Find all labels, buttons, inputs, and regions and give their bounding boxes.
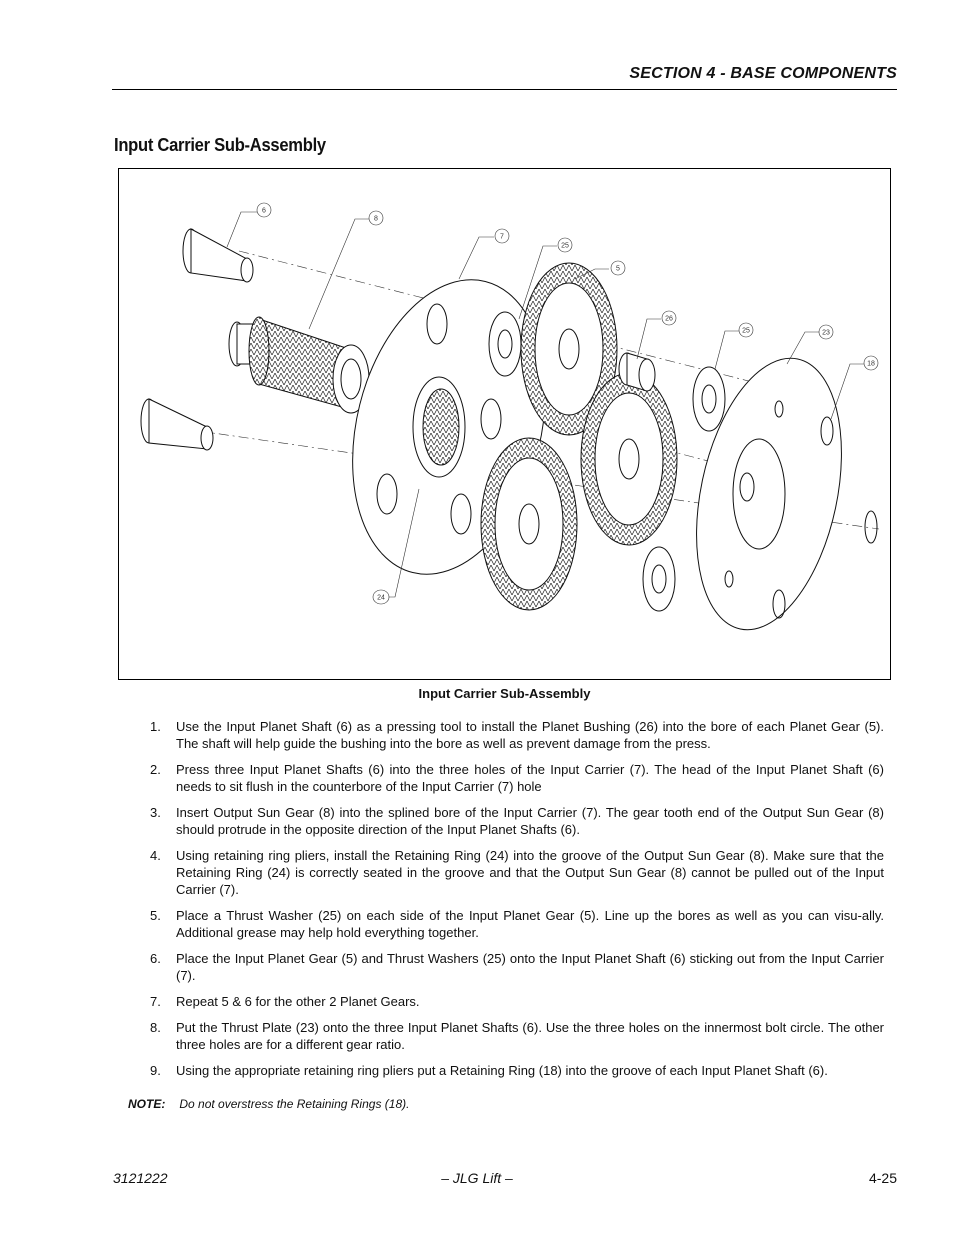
step-number: 8. xyxy=(150,1020,161,1035)
step-item xyxy=(142,1062,884,1079)
output-sun-gear xyxy=(229,317,369,413)
step-item xyxy=(142,950,884,984)
step-item xyxy=(142,1019,884,1053)
step-item xyxy=(142,718,884,752)
step-text: Using the appropriate retaining ring pliers put a Retaining Ring (18) into the groove of each Input Planet Shaft (6). xyxy=(176,1063,828,1078)
step-text: Put the Thrust Plate (23) onto the three Input Planet Shafts (6). Use the three holes on the innermost bolt circle. The other three holes are for a different gear ratio. xyxy=(176,1020,884,1052)
callout-label: 7 xyxy=(500,233,504,241)
step-item xyxy=(142,907,884,941)
step-text: Use the Input Planet Shaft (6) as a pressing tool to install the Planet Bushing (26) into the bore of each Planet Gear (5). The shaft will help guide the bushing into the bore as well as prevent damage from the press. xyxy=(176,719,884,751)
section-title: SECTION 4 - BASE COMPONENTS xyxy=(629,65,897,82)
step-number: 4. xyxy=(150,848,161,863)
page-heading: Input Carrier Sub-Assembly xyxy=(114,135,326,155)
page-number: 4-25 xyxy=(868,1170,897,1186)
figure-caption: Input Carrier Sub-Assembly xyxy=(418,686,591,701)
exploded-view-drawing xyxy=(119,169,891,680)
callout-label: 25 xyxy=(561,242,569,250)
callout-label: 8 xyxy=(374,215,378,223)
callout-label: 26 xyxy=(665,315,673,323)
step-text: Insert Output Sun Gear (8) into the splined bore of the Input Carrier (7). The gear tooth end of the Output Sun Gear (8) should protrude in the opposite direction of the Input Planet Shafts (6). xyxy=(176,805,884,837)
step-number: 5. xyxy=(150,908,161,923)
step-item xyxy=(142,847,884,898)
callout-label: 24 xyxy=(377,594,385,602)
step-text: Using retaining ring pliers, install the Retaining Ring (24) into the groove of the Output Sun Gear (8). Make sure that the Retaining Ring (24) is correctly seated in the groove and that the Output Sun Gear (8) cannot be pulled out of the Input Carrier (7). xyxy=(176,848,884,897)
step-text: Press three Input Planet Shafts (6) into the three holes of the Input Carrier (7). The head of the Input Planet Shaft (6) needs to sit flush in the counterbore of the Input Carrier (7) hole xyxy=(176,762,884,794)
step-number: 3. xyxy=(150,805,161,820)
callout-label: 25 xyxy=(742,327,750,335)
assembly-steps xyxy=(142,718,884,1088)
step-item xyxy=(142,761,884,795)
step-number: 6. xyxy=(150,951,161,966)
step-number: 2. xyxy=(150,762,161,777)
header-rule xyxy=(112,89,897,90)
note xyxy=(128,1097,409,1111)
step-text: Place the Input Planet Gear (5) and Thrust Washers (25) onto the Input Planet Shaft (6) sticking out from the Input Carrier (7). xyxy=(176,951,884,983)
note-text: Do not overstress the Retaining Rings (18). xyxy=(179,1097,410,1111)
step-item xyxy=(142,993,884,1010)
note-label: NOTE: xyxy=(128,1097,166,1111)
step-text: Place a Thrust Washer (25) on each side of the Input Planet Gear (5). Line up the bores as well as you can visu-ally. Additional grease may help hold everything together. xyxy=(176,908,884,940)
step-number: 7. xyxy=(150,994,161,1009)
callout-label: 23 xyxy=(822,329,830,337)
callout-label: 5 xyxy=(616,265,620,273)
callout-label: 6 xyxy=(262,207,266,215)
callout-label: 18 xyxy=(867,360,875,368)
footer-brand: – JLG Lift – xyxy=(441,1170,513,1186)
step-item xyxy=(142,804,884,838)
document-number: 3121222 xyxy=(113,1170,168,1186)
step-text: Repeat 5 & 6 for the other 2 Planet Gears. xyxy=(176,994,420,1009)
assembly-figure xyxy=(118,168,891,680)
step-number: 1. xyxy=(150,719,161,734)
step-number: 9. xyxy=(150,1063,161,1078)
